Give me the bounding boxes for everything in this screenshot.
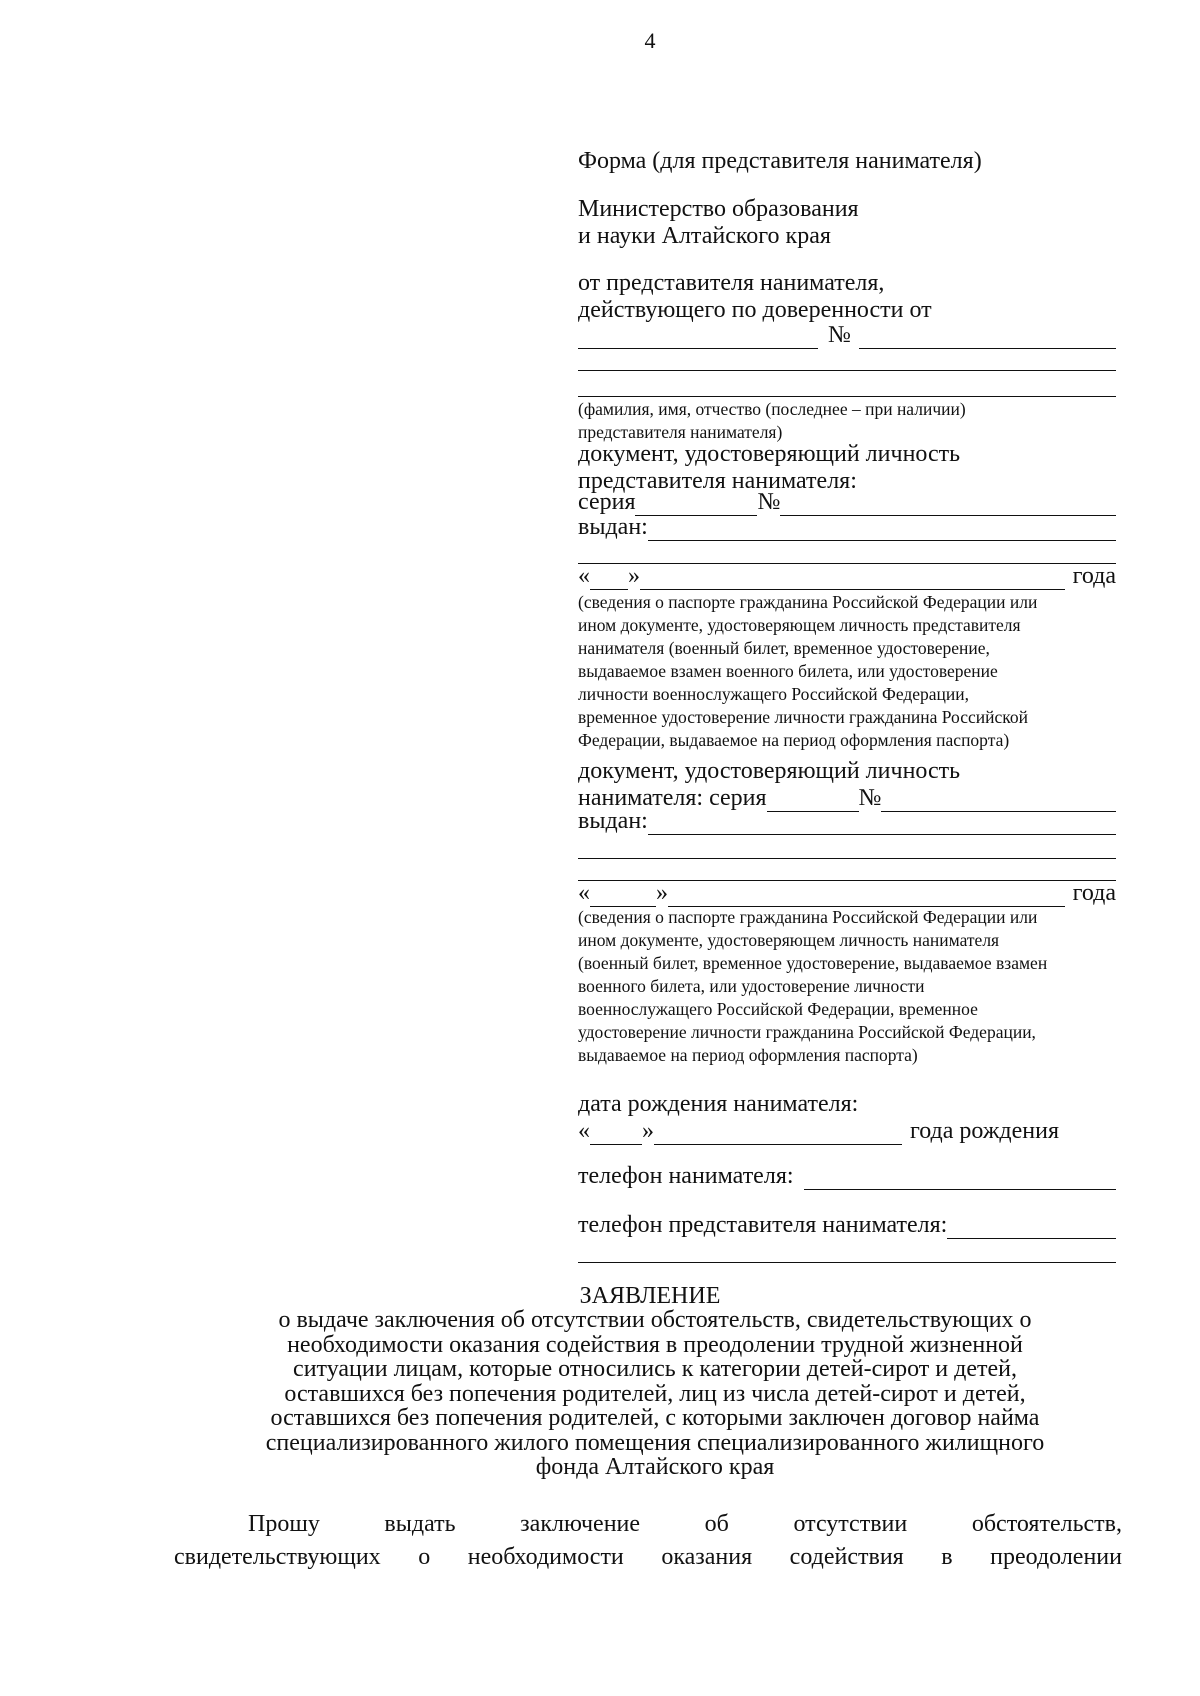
- employer-phone-row: телефон нанимателя:: [578, 1163, 1116, 1190]
- rep-month-year-blank: [640, 569, 1065, 590]
- employer-document-caption: (сведения о паспорте гражданина Российской Федерации или ином документе, удостоверяющем личность нанимателя (военный билет, временное удостоверение, выдаваемое взамен военного билета, или удостоверение личности военнослужащего Российской Федерации, временное удостоверение личности гражданина Российской Федерации, выдаваемое на период оформления паспорта): [578, 907, 1048, 1065]
- rep-series-blank: [635, 495, 757, 516]
- rep-document-caption: (сведения о паспорте гражданина Российской Федерации или ином документе, удостоверяющем личность представителя нанимателя (военный билет, временное удостоверение, выдаваемое взамен военного билета, или удостоверение личности военнослужащего Российской Федерации, временное удостоверение личности гражданина Российской Федерации, выдаваемое на период оформления паспорта): [578, 592, 1038, 750]
- employer-document-heading: документ, удостоверяющий личность нанимателя: серия №: [578, 758, 1116, 812]
- rep-issue-date-row: « » года: [578, 563, 1116, 589]
- birth-month-year-blank: [654, 1124, 902, 1145]
- rep-issued-row: выдан:: [578, 514, 1116, 541]
- rep-phone-row: телефон представителя нанимателя:: [578, 1212, 1116, 1239]
- employer-month-year-blank: [668, 886, 1065, 907]
- rep-issued-blank: [648, 520, 1116, 541]
- employer-phone-blank: [804, 1169, 1116, 1190]
- rep-day-blank: [590, 569, 628, 590]
- proxy-number-blank: [859, 328, 1116, 349]
- rep-phone-blank: [947, 1218, 1116, 1239]
- employer-day-blank: [590, 886, 656, 907]
- form-title: Форма (для представителя нанимателя): [578, 148, 982, 174]
- birth-day-blank: [590, 1124, 642, 1145]
- body-line-1: Прошу выдать заключение об отсутствии обстоятельств,: [248, 1511, 1122, 1537]
- proxy-date-number-row: №: [578, 322, 1116, 349]
- rep-document-heading: документ, удостоверяющий личность представителя нанимателя:: [578, 441, 961, 494]
- birth-date-block: дата рождения нанимателя: « » года рождения: [578, 1091, 1059, 1144]
- employer-issued-line-2: [578, 858, 1116, 859]
- recipient-ministry: Министерство образования и науки Алтайского края: [578, 196, 859, 249]
- sender-block: от представителя нанимателя, действующего по доверенности от: [578, 270, 932, 323]
- page-number: 4: [644, 28, 656, 53]
- employer-issued-row: выдан:: [578, 808, 1116, 835]
- rep-number-blank: [780, 495, 1116, 516]
- rep-phone-line-2: [578, 1262, 1116, 1263]
- statement-title: ЗАЯВЛЕНИЕ: [579, 1283, 721, 1309]
- body-line-2: свидетельствующих о необходимости оказания содействия в преодолении: [174, 1544, 1122, 1570]
- rep-name-caption: (фамилия, имя, отчество (последнее – при наличии) представителя нанимателя): [578, 399, 966, 442]
- employer-issue-date-row: « » года: [578, 880, 1116, 906]
- rep-series-row: серия №: [578, 489, 1116, 516]
- statement-body: [174, 1508, 1122, 1574]
- employer-issued-blank: [648, 814, 1116, 835]
- statement-subject: о выдаче заключения об отсутствии обстоятельств, свидетельствующих о необходимости оказания содействия в преодолении трудной жизненной ситуации лицам, которые относились к категории детей-сирот и детей, оставшихся без попечения родителей, лиц из числа детей-сирот и детей, оставшихся без попечения родителей, с которыми заключен договор найма специализированного жилого помещения специализированного жилищного фонда Алтайского края: [265, 1307, 1045, 1480]
- rep-name-line-2: [578, 396, 1116, 397]
- proxy-date-blank: [578, 328, 818, 349]
- rep-name-line-1: [578, 370, 1116, 371]
